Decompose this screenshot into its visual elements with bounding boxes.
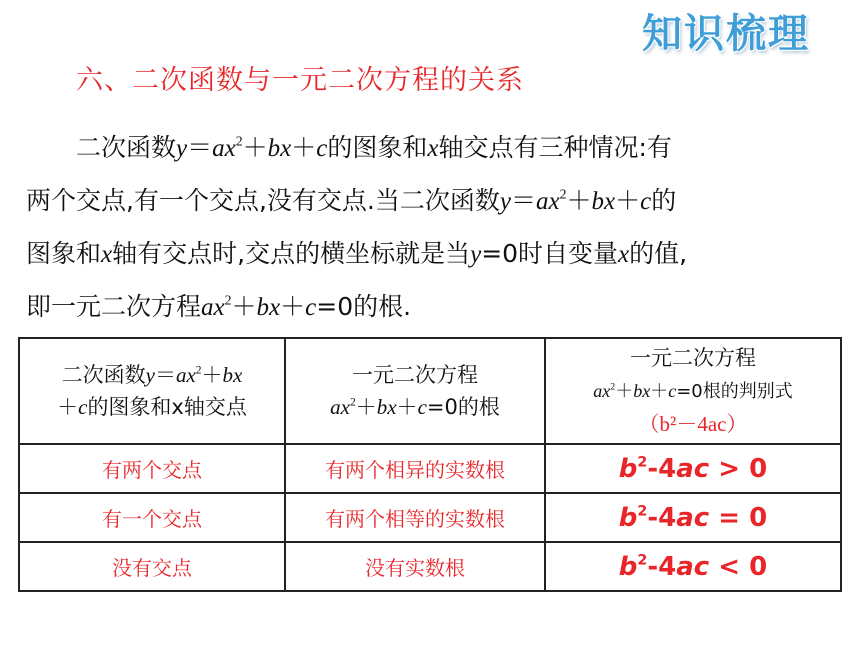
table-row bbox=[19, 444, 841, 493]
paragraph-line-4: 即一元二次方程$ax^2+bx+c=0$的根. bbox=[26, 292, 412, 321]
table-row bbox=[19, 493, 841, 542]
header-cell-roots: 一元二次方程 $ax^2+bx+c=0$的根 bbox=[285, 338, 545, 444]
discriminant-condition: $b^2-4ac = 0$ bbox=[545, 493, 841, 542]
section-badge: 知识梳理 bbox=[642, 11, 810, 57]
section-title: 六、二次函数与一元二次方程的关系 bbox=[76, 65, 524, 96]
header-cell-intersections: 二次函数$y=ax^2+bx$ ＋c的图象和x轴交点 bbox=[19, 338, 285, 444]
discriminant-condition: $b^2-4ac < 0$ bbox=[545, 542, 841, 591]
intersection-count: 有两个交点 bbox=[19, 444, 285, 493]
quadratic-function: $y=ax^2+bx+c$ bbox=[176, 133, 328, 162]
root-description: 有两个相异的实数根 bbox=[285, 444, 545, 493]
header-cell-discriminant: 一元二次方程 $ax^2+bx+c=0$根的判别式 （b²－4ac） bbox=[545, 338, 841, 444]
discriminant-condition: $b^2-4ac > 0$ bbox=[545, 444, 841, 493]
root-description: 没有实数根 bbox=[285, 542, 545, 591]
explanation-paragraph bbox=[26, 122, 826, 334]
relation-table bbox=[18, 337, 842, 592]
root-description: 有两个相等的实数根 bbox=[285, 493, 545, 542]
intersection-count: 有一个交点 bbox=[19, 493, 285, 542]
table-row bbox=[19, 542, 841, 591]
paragraph-line-2: 两个交点,有一个交点,没有交点.当二次函数$y=ax^2+bx+c$的 bbox=[26, 186, 677, 215]
paragraph-line-1: 二次函数$y=ax^2+bx+c$的图象和x轴交点有三种情况:有 bbox=[76, 133, 672, 162]
paragraph-line-3: 图象和x轴有交点时,交点的横坐标就是当y=0时自变量x的值, bbox=[26, 239, 688, 268]
table-header-row bbox=[19, 338, 841, 444]
intersection-count: 没有交点 bbox=[19, 542, 285, 591]
